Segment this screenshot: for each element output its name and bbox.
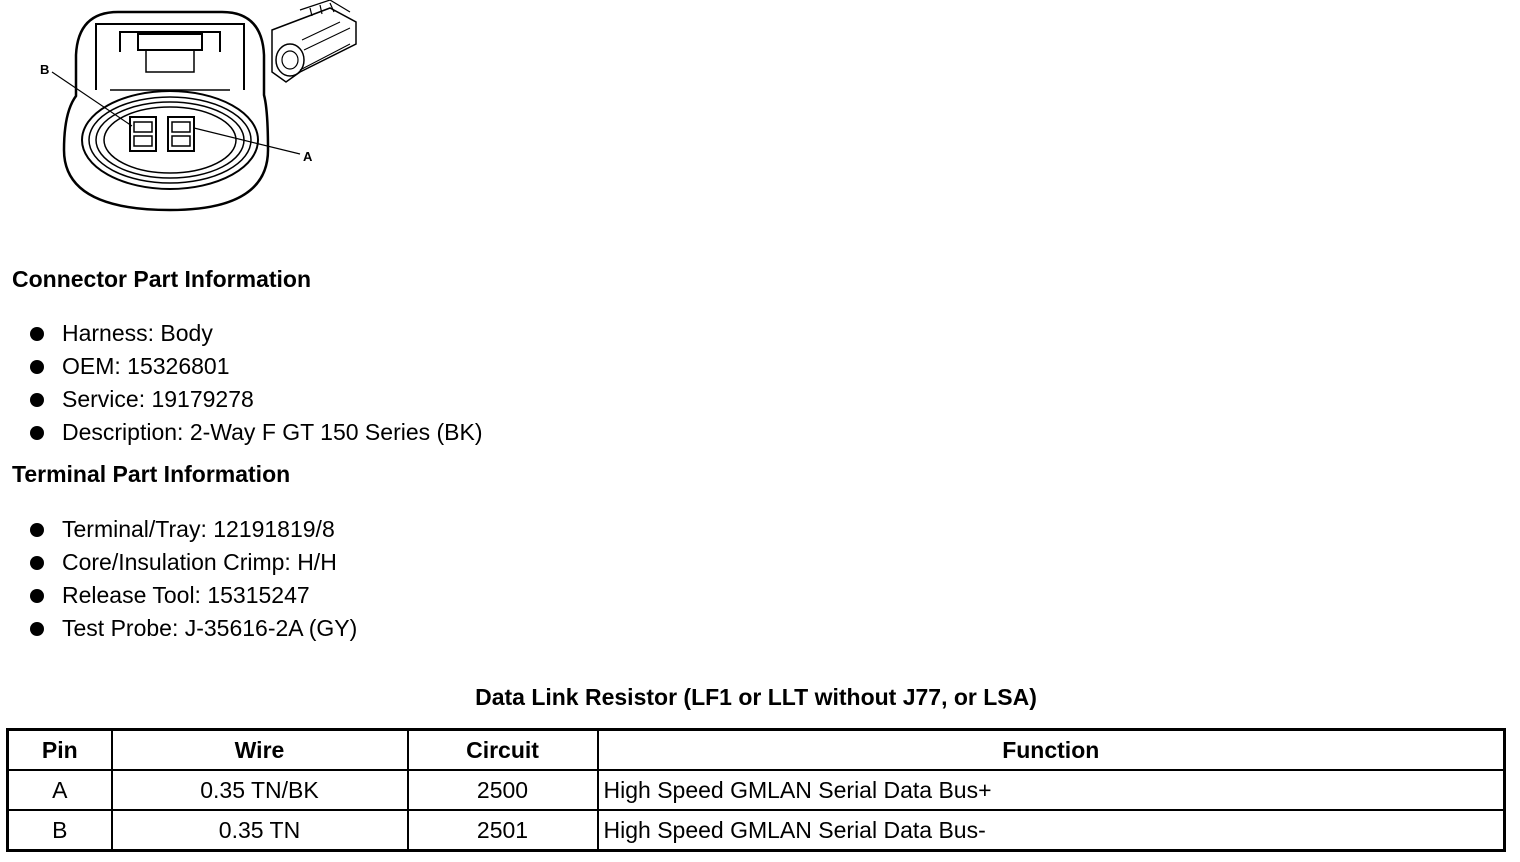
cell-pin: B bbox=[8, 810, 112, 851]
connector-info-list bbox=[30, 317, 483, 449]
table-row bbox=[8, 810, 1505, 851]
cell-circuit: 2501 bbox=[408, 810, 598, 851]
table-header-row bbox=[8, 730, 1505, 771]
header-wire: Wire bbox=[112, 730, 408, 771]
terminal-section-title: Terminal Part Information bbox=[12, 461, 291, 487]
cell-function: High Speed GMLAN Serial Data Bus+ bbox=[598, 770, 1505, 810]
list-item: Test Probe: J-35616-2A (GY) bbox=[30, 612, 357, 645]
cell-wire: 0.35 TN bbox=[112, 810, 408, 851]
pin-b-label: B bbox=[40, 62, 50, 77]
connector-diagram bbox=[0, 0, 380, 230]
cell-pin: A bbox=[8, 770, 112, 810]
cell-function: High Speed GMLAN Serial Data Bus- bbox=[598, 810, 1505, 851]
table-title: Data Link Resistor (LF1 or LLT without J77, or LSA) bbox=[475, 684, 1037, 710]
header-pin: Pin bbox=[8, 730, 112, 771]
list-item: Harness: Body bbox=[30, 317, 483, 350]
list-item: Terminal/Tray: 12191819/8 bbox=[30, 513, 357, 546]
pinout-table bbox=[6, 728, 1506, 852]
header-function: Function bbox=[598, 730, 1505, 771]
table-row bbox=[8, 770, 1505, 810]
pin-a-label: A bbox=[303, 149, 313, 164]
cell-circuit: 2500 bbox=[408, 770, 598, 810]
list-item: OEM: 15326801 bbox=[30, 350, 483, 383]
connector-section-title: Connector Part Information bbox=[12, 266, 312, 292]
list-item: Release Tool: 15315247 bbox=[30, 579, 357, 612]
list-item: Core/Insulation Crimp: H/H bbox=[30, 546, 357, 579]
header-circuit: Circuit bbox=[408, 730, 598, 771]
cell-wire: 0.35 TN/BK bbox=[112, 770, 408, 810]
terminal-info-list bbox=[30, 513, 357, 645]
list-item: Description: 2-Way F GT 150 Series (BK) bbox=[30, 416, 483, 449]
list-item: Service: 19179278 bbox=[30, 383, 483, 416]
